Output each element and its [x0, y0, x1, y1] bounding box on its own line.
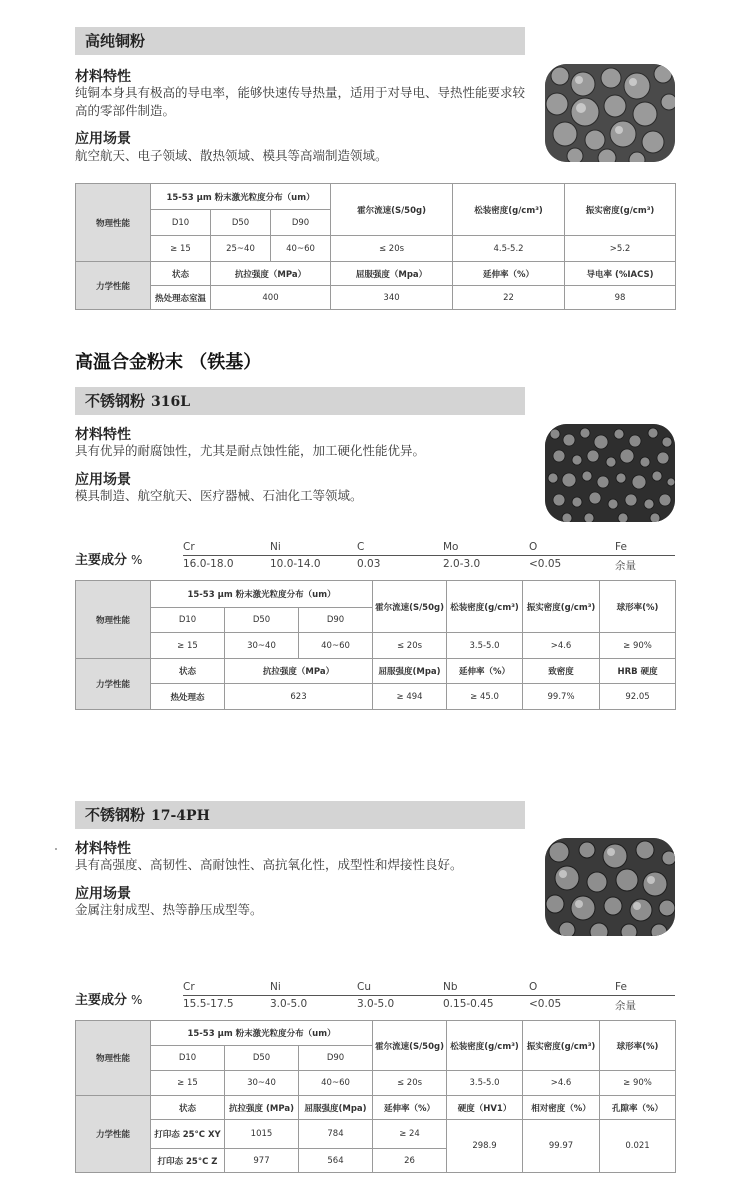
section-title: 高纯铜粉 [85, 32, 146, 50]
powder-micrograph-image [545, 424, 675, 522]
bulk-density-value: 3.5-5.0 [447, 1071, 523, 1096]
hardness-header: 硬度（HV1） [447, 1096, 523, 1120]
d50-value: 30~40 [225, 1071, 299, 1096]
copper-powder-sem-image [545, 64, 675, 162]
element-name: Fe [615, 541, 627, 553]
composition-label [75, 549, 142, 568]
hall-flow-value: ≤ 20s [331, 236, 453, 262]
sphericity-header: 球形率(%) [600, 581, 676, 633]
d90-value: 40~60 [299, 1071, 373, 1096]
psd-header: 15-53 μm 粉末激光粒度分布（um） [151, 1021, 373, 1046]
element-value: <0.05 [529, 998, 562, 1010]
section-title-bar [75, 27, 525, 55]
composition-values-row [183, 996, 675, 1013]
composition-label-text: 主要成分 [75, 553, 128, 568]
grade-code: 17-4PH [151, 808, 210, 824]
tensile-value: 623 [225, 684, 373, 710]
d50-value: 30~40 [225, 633, 299, 659]
yield-header: 屈服强度（Mpa） [331, 262, 453, 286]
sphericity-value: ≥ 90% [600, 1071, 676, 1096]
state-header: 状态 [151, 659, 225, 684]
d50-header: D50 [225, 608, 299, 633]
hall-flow-value: ≤ 20s [373, 1071, 447, 1096]
element-value: 3.0-5.0 [270, 998, 308, 1010]
composition-unit: % [131, 993, 143, 1007]
composition-label [75, 989, 142, 1008]
316l-powder-sem-image [545, 424, 675, 522]
tensile-z-value: 977 [225, 1149, 299, 1173]
section-title-bar [75, 801, 525, 829]
mechanical-properties-label: 力学性能 [76, 1096, 151, 1173]
bulk-density-header: 松装密度(g/cm³) [447, 1021, 523, 1071]
hrb-header: HRB 硬度 [600, 659, 676, 684]
state-xy-value: 打印态 25°C XY [151, 1120, 225, 1149]
element-name: Mo [443, 541, 459, 553]
properties-text: 具有优异的耐腐蚀性，尤其是耐点蚀性能，加工硬化性能优异。 [75, 443, 426, 458]
tensile-value: 400 [211, 286, 331, 310]
bulk-density-header: 松装密度(g/cm³) [453, 184, 565, 236]
d10-header: D10 [151, 1046, 225, 1071]
elongation-z-value: 26 [373, 1149, 447, 1173]
group-title: 高温合金粉末 （铁基） [75, 352, 262, 373]
hall-flow-header: 霍尔流速(S/50g) [373, 581, 447, 633]
conductivity-value: 98 [565, 286, 676, 310]
conductivity-header: 导电率 (%IACS) [565, 262, 676, 286]
elongation-value: 22 [453, 286, 565, 310]
porosity-header: 孔隙率（%） [600, 1096, 676, 1120]
psd-header: 15-53 μm 粉末激光粒度分布（um） [151, 581, 373, 608]
bulk-density-value: 3.5-5.0 [447, 633, 523, 659]
powder-micrograph-image [545, 838, 675, 936]
density-value: 99.7% [523, 684, 600, 710]
d90-value: 40~60 [299, 633, 373, 659]
yield-xy-value: 784 [299, 1120, 373, 1149]
element-name: Nb [443, 981, 458, 993]
yield-header: 屈服强度(Mpa) [299, 1096, 373, 1120]
elongation-xy-value: ≥ 24 [373, 1120, 447, 1149]
yield-value: 340 [331, 286, 453, 310]
composition-grid [183, 979, 675, 1013]
state-value: 热处理态室温 [151, 286, 211, 310]
element-name: Cr [183, 981, 195, 993]
tensile-xy-value: 1015 [225, 1120, 299, 1149]
applications-heading: 应用场景 [75, 472, 131, 488]
tap-density-header: 振实密度(g/cm³) [565, 184, 676, 236]
porosity-value: 0.021 [600, 1120, 676, 1173]
relative-density-value: 99.97 [523, 1120, 600, 1173]
element-name: Ni [270, 541, 281, 553]
element-value: 16.0-18.0 [183, 558, 234, 570]
composition-elements-row [183, 539, 675, 556]
tap-density-value: >4.6 [523, 1071, 600, 1096]
element-value: 余量 [615, 560, 636, 572]
hall-flow-value: ≤ 20s [373, 633, 447, 659]
properties-text: 具有高强度、高韧性、高耐蚀性、高抗氧化性，成型性和焊接性良好。 [75, 857, 463, 872]
elongation-header: 延伸率（%） [447, 659, 523, 684]
element-value: 0.15-0.45 [443, 998, 494, 1010]
d50-value: 25~40 [211, 236, 271, 262]
density-header: 致密度 [523, 659, 600, 684]
sphericity-value: ≥ 90% [600, 633, 676, 659]
element-value: 余量 [615, 1000, 636, 1012]
tap-density-header: 振实密度(g/cm³) [523, 581, 600, 633]
state-header: 状态 [151, 1096, 225, 1120]
elongation-value: ≥ 45.0 [447, 684, 523, 710]
element-value: <0.05 [529, 558, 562, 570]
physical-properties-label: 物理性能 [76, 184, 151, 262]
section-title: 不锈钢粉 [85, 392, 146, 410]
bulk-density-header: 松装密度(g/cm³) [447, 581, 523, 633]
composition-values-row [183, 556, 675, 573]
d50-header: D50 [225, 1046, 299, 1071]
element-name: C [357, 541, 365, 553]
applications-text: 航空航天、电子领域、散热领域、模具等高端制造领域。 [75, 148, 388, 163]
physical-properties-label: 物理性能 [76, 1021, 151, 1096]
element-value: 0.03 [357, 558, 381, 570]
composition-grid [183, 539, 675, 573]
hardness-value: 298.9 [447, 1120, 523, 1173]
d90-header: D90 [271, 210, 331, 236]
hall-flow-header: 霍尔流速(S/50g) [331, 184, 453, 236]
copper-spec-table [75, 183, 676, 310]
d10-value: ≥ 15 [151, 1071, 225, 1096]
tap-density-value: >4.6 [523, 633, 600, 659]
element-value: 10.0-14.0 [270, 558, 321, 570]
grade-code: 316L [151, 394, 191, 410]
yield-z-value: 564 [299, 1149, 373, 1173]
element-name: O [529, 981, 538, 993]
applications-heading: 应用场景 [75, 131, 131, 147]
applications-heading: 应用场景 [75, 886, 131, 902]
element-name: Ni [270, 981, 281, 993]
physical-properties-label: 物理性能 [76, 581, 151, 659]
applications-text: 金属注射成型、热等静压成型等。 [75, 902, 263, 917]
yield-header: 屈服强度(Mpa) [373, 659, 447, 684]
d10-header: D10 [151, 608, 225, 633]
element-name: Cu [357, 981, 371, 993]
applications-text: 模具制造、航空航天、医疗器械、石油化工等领域。 [75, 488, 363, 503]
tensile-header: 抗拉强度 (MPa) [225, 1096, 299, 1120]
element-value: 15.5-17.5 [183, 998, 234, 1010]
tensile-header: 抗拉强度（MPa） [225, 659, 373, 684]
tensile-header: 抗拉强度（MPa） [211, 262, 331, 286]
hrb-value: 92.05 [600, 684, 676, 710]
composition-unit: % [131, 553, 143, 567]
yield-value: ≥ 494 [373, 684, 447, 710]
state-z-value: 打印态 25°C Z [151, 1149, 225, 1173]
elongation-header: 延伸率（%） [453, 262, 565, 286]
hall-flow-header: 霍尔流速(S/50g) [373, 1021, 447, 1071]
d10-header: D10 [151, 210, 211, 236]
state-header: 状态 [151, 262, 211, 286]
mechanical-properties-label: 力学性能 [76, 262, 151, 310]
element-value: 3.0-5.0 [357, 998, 395, 1010]
properties-heading: 材料特性 [75, 427, 131, 443]
tap-density-value: >5.2 [565, 236, 676, 262]
section-title-bar [75, 387, 525, 415]
elongation-header: 延伸率（%） [373, 1096, 447, 1120]
17-4ph-powder-sem-image [545, 838, 675, 936]
sphericity-header: 球形率(%) [600, 1021, 676, 1071]
bulk-density-value: 4.5-5.2 [453, 236, 565, 262]
mechanical-properties-label: 力学性能 [76, 659, 151, 710]
section-title: 不锈钢粉 [85, 806, 146, 824]
properties-text: 纯铜本身具有极高的导电率，能够快速传导热量，适用于对导电、导热性能要求较高的零部件制造。 [75, 85, 526, 118]
316l-spec-table [75, 580, 676, 710]
properties-heading: 材料特性 [75, 841, 131, 857]
d90-header: D90 [299, 608, 373, 633]
d10-value: ≥ 15 [151, 236, 211, 262]
tap-density-header: 振实密度(g/cm³) [523, 1021, 600, 1071]
psd-header: 15-53 μm 粉末激光粒度分布（um） [151, 184, 331, 210]
d90-header: D90 [299, 1046, 373, 1071]
d10-value: ≥ 15 [151, 633, 225, 659]
element-name: O [529, 541, 538, 553]
composition-elements-row [183, 979, 675, 996]
element-name: Cr [183, 541, 195, 553]
d50-header: D50 [211, 210, 271, 236]
properties-heading: 材料特性 [75, 69, 131, 85]
composition-label-text: 主要成分 [75, 993, 128, 1008]
d90-value: 40~60 [271, 236, 331, 262]
element-value: 2.0-3.0 [443, 558, 481, 570]
element-name: Fe [615, 981, 627, 993]
17-4ph-spec-table [75, 1020, 676, 1173]
relative-density-header: 相对密度（%） [523, 1096, 600, 1120]
stray-dot [55, 848, 57, 850]
powder-micrograph-image [545, 64, 675, 162]
state-value: 热处理态 [151, 684, 225, 710]
